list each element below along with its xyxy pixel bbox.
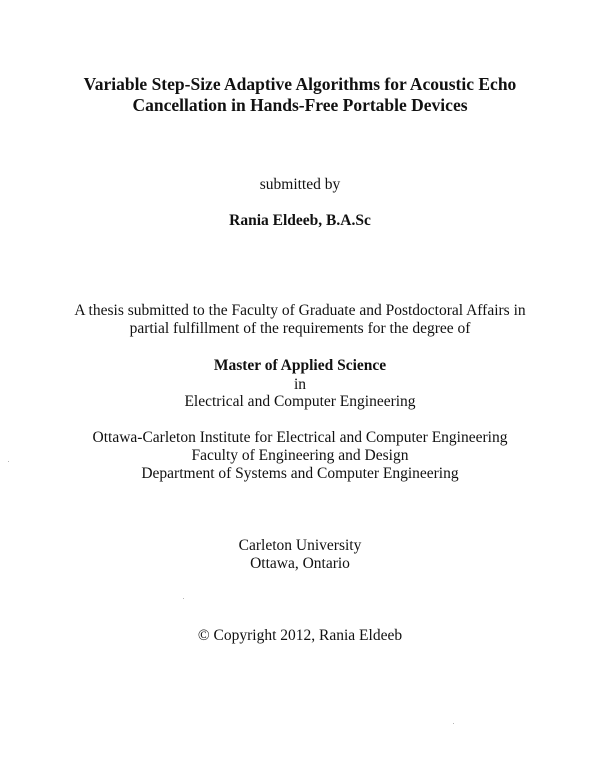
author-name: Rania Eldeeb, B.A.Sc: [229, 212, 371, 229]
scan-speck: [8, 461, 9, 462]
submitted-by-label: submitted by: [259, 176, 341, 193]
faculty-name: Faculty of Engineering and Design: [191, 447, 409, 464]
institute-name: Ottawa-Carleton Institute for Electrical and Computer Engineering: [92, 429, 508, 446]
thesis-title-line-2: Cancellation in Hands-Free Portable Devices: [132, 95, 468, 115]
degree-field: Electrical and Computer Engineering: [184, 393, 416, 410]
thesis-title-line-1: Variable Step-Size Adaptive Algorithms for Acoustic Echo: [83, 74, 517, 94]
copyright-notice: © Copyright 2012, Rania Eldeeb: [197, 627, 403, 644]
university-location: Ottawa, Ontario: [250, 555, 350, 572]
scan-speck: [453, 723, 454, 724]
degree-name: Master of Applied Science: [213, 357, 387, 374]
department-name: Department of Systems and Computer Engineering: [141, 465, 459, 482]
thesis-statement-line-2: partial fulfillment of the requirements for the degree of: [129, 320, 471, 337]
university-name: Carleton University: [238, 537, 362, 554]
scan-speck: [183, 598, 184, 599]
thesis-statement-line-1: A thesis submitted to the Faculty of Graduate and Postdoctoral Affairs in: [74, 302, 526, 319]
degree-connector: in: [293, 376, 307, 393]
